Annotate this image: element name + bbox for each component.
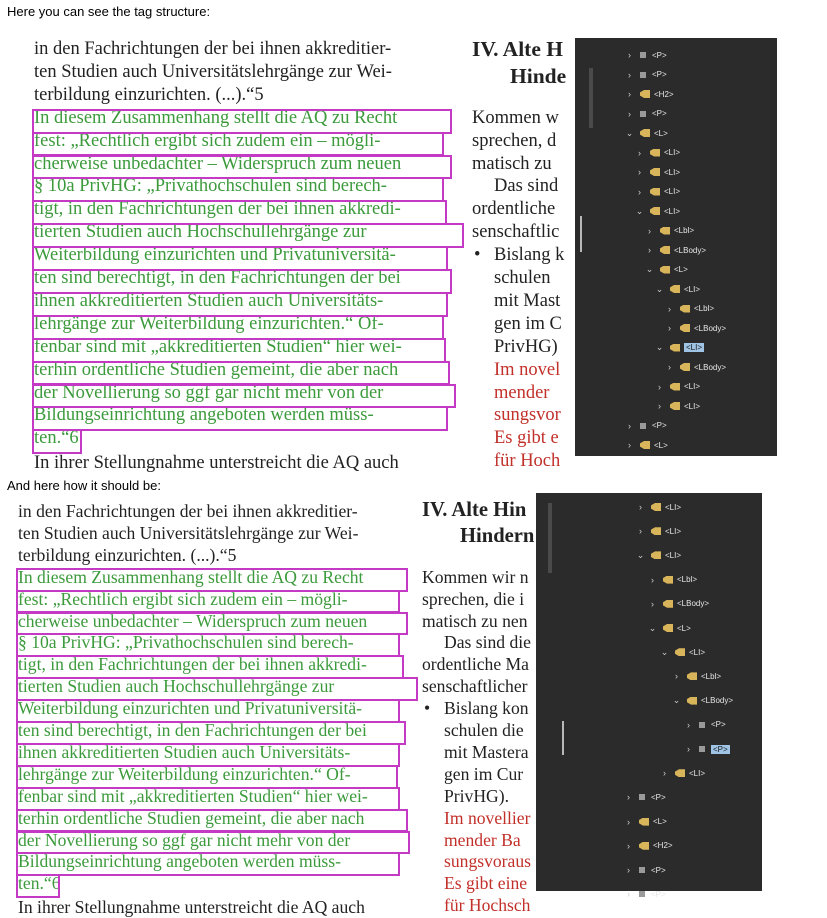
tag-label: <L> — [677, 623, 691, 633]
paragraph-tag-icon — [639, 891, 645, 897]
bullet-glyph: • — [474, 245, 481, 266]
tag-tree-row[interactable] — [655, 397, 700, 415]
tag-highlight-box — [16, 852, 400, 876]
tag-tree-row[interactable] — [624, 885, 666, 903]
chevron-right-icon[interactable]: › — [627, 840, 630, 851]
tag-tree-row[interactable] — [665, 300, 714, 318]
quote-line: § 10a PrivHG: „Privathochschulen sind berech- — [34, 176, 387, 197]
tag-icon — [670, 285, 680, 293]
tag-label: <Lbl> — [674, 226, 695, 235]
quote-line: cherweise unbedachter – Widerspruch zum neuen — [18, 610, 368, 631]
chevron-right-icon[interactable]: › — [638, 167, 641, 177]
chevron-right-icon[interactable]: › — [668, 323, 671, 333]
tag-tree-row[interactable] — [655, 378, 700, 396]
pdf-page-top — [27, 36, 575, 474]
tag-tree-row[interactable] — [624, 837, 673, 855]
right-col-line: matisch zu nen — [422, 610, 528, 631]
next-line: In ihrer Stellungnahme unterstreicht die AQ auch — [18, 897, 365, 918]
tag-label: <LI> — [664, 148, 681, 157]
chevron-right-icon[interactable]: › — [639, 502, 642, 512]
tag-icon — [651, 503, 661, 511]
tag-label: <LI> — [664, 167, 681, 177]
section-heading-line2: Hindern — [460, 524, 535, 547]
tag-icon — [670, 344, 680, 352]
tag-label: <P> — [651, 889, 666, 899]
tag-icon — [687, 697, 697, 705]
bullet-line: Bislang k — [494, 245, 565, 266]
right-col-line: ordentliche Ma — [422, 654, 529, 675]
bullet-line: mit Mast — [494, 290, 561, 311]
right-col-line: Das sind — [494, 176, 559, 197]
tag-icon — [687, 672, 697, 680]
chevron-right-icon[interactable]: › — [627, 865, 630, 875]
bullet-line: gen im Cur — [444, 763, 524, 784]
tag-tree-row[interactable] — [665, 358, 726, 376]
right-col-line: Kommen w — [472, 107, 559, 128]
tag-tree-row[interactable] — [625, 417, 667, 435]
tag-label: <P> — [651, 865, 666, 875]
tag-tree-row[interactable] — [672, 667, 721, 685]
tag-icon — [650, 188, 660, 196]
tag-icon — [680, 305, 690, 313]
tag-label: <LI> — [684, 401, 701, 411]
tag-label: <L> — [654, 440, 668, 450]
tag-tree-row[interactable] — [645, 222, 694, 240]
tag-label: <P> — [652, 109, 667, 118]
paragraph-tag-icon — [640, 72, 646, 78]
quote-line: cherweise unbedachter – Widerspruch zum neuen — [34, 153, 402, 174]
tag-icon — [651, 551, 661, 559]
quote-line: Bildungseinrichtung angeboten werden müss- — [34, 405, 374, 426]
chevron-right-icon[interactable]: › — [668, 362, 671, 372]
tag-tree-top — [575, 38, 777, 456]
chevron-right-icon[interactable]: › — [628, 50, 631, 60]
tag-tree-row[interactable] — [655, 280, 700, 298]
chevron-right-icon[interactable]: › — [651, 598, 654, 609]
right-col-line: senschaftlic — [472, 222, 560, 243]
bullet-line: mit Mastera — [444, 741, 529, 762]
quote-line: tigt, in den Fachrichtungen der bei ihnen akkredi- — [18, 654, 367, 675]
tag-icon — [650, 207, 660, 215]
tag-label: <LI> — [684, 284, 701, 294]
bullet-line: gen im C — [494, 313, 562, 334]
quote-line: ten.“6 — [18, 873, 61, 894]
chevron-right-icon[interactable]: › — [638, 186, 641, 197]
chevron-down-icon[interactable]: ⌄ — [655, 342, 664, 352]
bullet-line: schulen die — [444, 720, 524, 740]
tag-icon — [640, 90, 650, 98]
caption-bottom: And here how it should be: — [7, 478, 161, 493]
tag-icon — [680, 324, 690, 332]
tag-label: <LI> — [665, 550, 682, 560]
quote-line: fest: „Rechtlich ergibt sich zudem ein – mögli- — [18, 588, 348, 609]
intro-line: ten Studien auch Universitätslehrgänge zur Wei- — [18, 522, 359, 543]
tag-tree-row[interactable] — [648, 595, 709, 613]
quote-line: ten sind berechtigt, in den Fachrichtungen der bei — [34, 268, 401, 288]
quote-line: lehrgänge zur Weiterbildung einzurichten.“ Of- — [34, 313, 384, 334]
quote-line: § 10a PrivHG: „Privathochschulen sind berech- — [18, 632, 354, 653]
intro-line: terbildung einzurichten. (...).“5 — [34, 84, 264, 105]
red-line: Im novellier — [444, 807, 531, 828]
chevron-right-icon[interactable]: › — [658, 381, 661, 392]
chevron-right-icon[interactable]: › — [687, 744, 690, 754]
tag-tree-row[interactable] — [665, 319, 726, 337]
tag-label: <LI> — [665, 502, 682, 512]
tag-tree-row[interactable] — [625, 46, 667, 64]
quote-line: terhin ordentliche Studien gemeint, die aber nach — [18, 807, 365, 828]
bullet-glyph: • — [424, 698, 431, 719]
tag-label: <P> — [711, 720, 726, 730]
quote-line: ten.“6 — [34, 428, 79, 449]
bullet-line: PrivHG). — [444, 785, 509, 806]
tag-tree-row[interactable] — [625, 105, 667, 123]
tag-icon — [660, 266, 670, 274]
red-line: mender Ba — [444, 829, 521, 850]
chevron-right-icon[interactable]: › — [648, 245, 651, 255]
red-line: mender — [494, 382, 550, 403]
paragraph-tag-icon — [640, 111, 646, 117]
tag-highlight-box — [16, 874, 60, 898]
selected-tag-label: <P> — [713, 744, 728, 754]
quote-line: ten sind berechtigt, in den Fachrichtungen der bei — [18, 720, 367, 740]
caption-top: Here you can see the tag structure: — [7, 4, 211, 19]
bottom-screenshot-panel — [10, 493, 762, 918]
tag-icon — [650, 168, 660, 176]
quote-line: Weiterbildung einzurichten und Privatuniversitä- — [34, 245, 396, 266]
intro-line: in den Fachrichtungen der bei ihnen akkreditier- — [18, 501, 358, 521]
tag-label: <P> — [651, 792, 666, 802]
bullet-line: PrivHG) — [494, 336, 558, 357]
chevron-right-icon[interactable]: › — [638, 147, 641, 158]
tag-tree-bottom — [536, 493, 762, 900]
tag-tree-row[interactable] — [636, 498, 681, 516]
tag-tree-row[interactable] — [635, 144, 680, 162]
tag-tree-row[interactable] — [624, 861, 666, 879]
tag-label: <Lbl> — [701, 671, 722, 681]
intro-line: terbildung einzurichten. (...).“5 — [18, 544, 237, 565]
tag-tree-row[interactable] — [625, 124, 668, 142]
red-line: sungsvor — [494, 405, 561, 426]
tag-icon — [640, 129, 650, 137]
tag-label: <L> — [674, 265, 688, 274]
pdf-page-bottom — [10, 493, 538, 918]
quote-line: terhin ordentliche Studien gemeint, die aber nach — [34, 359, 399, 380]
selected-tag-label: <LI> — [686, 343, 703, 352]
chevron-right-icon[interactable]: › — [628, 69, 631, 80]
tag-highlight-box — [32, 429, 82, 454]
right-col-line: Kommen wir n — [422, 566, 529, 587]
chevron-right-icon[interactable]: › — [627, 792, 630, 803]
tag-label: <LI> — [665, 526, 682, 536]
chevron-down-icon[interactable]: ⌄ — [672, 695, 681, 706]
section-heading: IV. Alte H — [472, 37, 563, 61]
tag-label: <LI> — [664, 206, 681, 216]
chevron-right-icon[interactable]: › — [627, 889, 630, 900]
tree-scrollbar[interactable] — [589, 68, 593, 128]
tag-tree-row[interactable] — [655, 339, 704, 357]
paragraph-tag-icon — [640, 423, 646, 429]
intro-line: ten Studien auch Universitätslehrgänge zur Wei- — [34, 61, 392, 82]
chevron-right-icon[interactable]: › — [648, 225, 651, 236]
tag-label: <Lbl> — [694, 304, 715, 313]
tag-label: <H2> — [653, 841, 673, 851]
chevron-right-icon[interactable]: › — [687, 719, 690, 730]
paragraph-tag-icon — [640, 52, 646, 58]
section-heading: IV. Alte Hin — [422, 499, 527, 521]
quote-line: fenbar sind mit „akkreditierten Studien“ hier wei- — [18, 785, 368, 806]
red-line: Es gibt e — [494, 428, 559, 449]
chevron-right-icon[interactable]: › — [639, 526, 642, 537]
bullet-line: Bislang kon — [444, 698, 529, 719]
chevron-right-icon[interactable]: › — [627, 816, 630, 827]
tag-tree-row[interactable] — [635, 202, 680, 220]
bullet-line: schulen — [494, 268, 551, 288]
tag-tree-row[interactable] — [635, 183, 680, 201]
tag-icon — [663, 624, 673, 632]
chevron-down-icon[interactable]: ⌄ — [655, 283, 664, 294]
chevron-down-icon[interactable]: ⌄ — [636, 549, 645, 560]
tag-highlight-box — [32, 406, 448, 431]
top-screenshot-panel — [27, 36, 777, 474]
tag-tree-row[interactable] — [660, 643, 705, 661]
right-col-line: sprechen, d — [472, 130, 557, 151]
quote-line: fenbar sind mit „akkreditierten Studien“ hier wei- — [34, 336, 402, 357]
tag-icon — [675, 648, 685, 656]
tag-tree-row[interactable] — [648, 571, 697, 589]
right-col-line: Das sind die — [444, 632, 531, 653]
chevron-down-icon[interactable]: ⌄ — [660, 646, 669, 657]
quote-line: der Novellierung so ggf gar nicht mehr von der — [18, 829, 351, 850]
quote-line: ihnen akkreditierten Studien auch Universitäts- — [34, 290, 384, 311]
next-line: In ihrer Stellungnahme unterstreicht die AQ auch — [34, 453, 399, 474]
tag-icon — [663, 576, 673, 584]
right-col-line: matisch zu — [472, 153, 552, 174]
chevron-right-icon[interactable]: › — [658, 401, 661, 411]
quote-line: tierten Studien auch Hochschullehrgänge zur — [18, 676, 335, 697]
chevron-right-icon[interactable]: › — [628, 420, 631, 431]
tag-tree-row[interactable] — [624, 813, 667, 831]
tag-tree-row[interactable] — [684, 740, 730, 758]
panel-resize-handle[interactable] — [580, 216, 582, 252]
paragraph-tag-icon — [699, 722, 705, 728]
chevron-down-icon[interactable]: ⌄ — [645, 264, 654, 274]
quote-line: Weiterbildung einzurichten und Privatuniversitä- — [18, 698, 363, 719]
tag-icon — [660, 246, 670, 254]
right-col-line: ordentliche — [472, 199, 556, 220]
tag-icon — [650, 149, 660, 157]
tag-tree-row[interactable] — [660, 764, 705, 782]
tag-label: <L> — [653, 817, 667, 827]
right-col-line: senschaftlicher — [422, 676, 528, 697]
tag-label: <H2> — [654, 89, 674, 99]
quote-line: In diesem Zusammenhang stellt die AQ zu Recht — [34, 107, 398, 128]
tag-tree-row[interactable] — [625, 436, 668, 454]
red-line: für Hochsch — [444, 895, 531, 916]
tag-tree-row[interactable] — [672, 692, 733, 710]
tag-icon — [651, 527, 661, 535]
quote-line: der Novellierung so ggf gar nicht mehr von der — [34, 382, 384, 403]
tag-label: <LI> — [664, 187, 681, 196]
tag-tree-row[interactable] — [636, 546, 681, 564]
tag-label: <LBody> — [677, 599, 710, 609]
section-heading-line2: Hinde — [510, 63, 567, 88]
tag-label: <L> — [654, 128, 668, 138]
tag-tree-row[interactable] — [625, 85, 674, 103]
tag-label: <LI> — [689, 768, 706, 778]
red-line: Es gibt eine — [444, 873, 528, 894]
tag-icon — [670, 402, 680, 410]
tag-tree-row[interactable] — [624, 788, 666, 806]
quote-line: tierten Studien auch Hochschullehrgänge zur — [34, 222, 367, 243]
tag-label: <LI> — [684, 382, 701, 391]
right-col-line: sprechen, die i — [422, 588, 525, 609]
tag-tree-row[interactable] — [648, 619, 691, 637]
chevron-right-icon[interactable]: › — [628, 108, 631, 119]
red-line: sungsvoraus — [444, 851, 531, 872]
tag-label: <LI> — [689, 647, 706, 657]
tag-tree-row[interactable] — [684, 716, 726, 734]
tag-icon — [663, 600, 673, 608]
tag-label: <LBody> — [694, 362, 727, 372]
panel-resize-handle[interactable] — [562, 721, 564, 755]
tag-icon — [675, 769, 685, 777]
chevron-right-icon[interactable]: › — [628, 440, 631, 450]
tag-tree-row[interactable] — [636, 522, 681, 540]
tag-icon — [680, 363, 690, 371]
red-line: für Hoch — [494, 451, 561, 472]
tag-tree-row[interactable] — [625, 66, 667, 84]
tag-icon — [640, 441, 650, 449]
tag-icon — [639, 818, 649, 826]
tag-icon — [660, 227, 670, 235]
paragraph-tag-icon — [639, 867, 645, 873]
chevron-right-icon[interactable]: › — [675, 671, 678, 682]
quote-line: fest: „Rechtlich ergibt sich zudem ein – mögli- — [34, 130, 381, 151]
chevron-right-icon[interactable]: › — [668, 303, 671, 314]
tag-label: <P> — [652, 70, 667, 79]
chevron-right-icon[interactable]: › — [663, 768, 666, 779]
tag-label: <P> — [652, 421, 667, 430]
quote-line: ihnen akkreditierten Studien auch Universitäts- — [18, 741, 351, 762]
tag-icon — [639, 842, 649, 850]
intro-line: in den Fachrichtungen der bei ihnen akkreditier- — [34, 39, 392, 59]
paragraph-tag-icon — [639, 794, 645, 800]
quote-line: tigt, in den Fachrichtungen der bei ihnen akkredi- — [34, 199, 401, 220]
chevron-right-icon[interactable]: › — [651, 574, 654, 585]
chevron-down-icon[interactable]: ⌄ — [648, 622, 657, 633]
quote-line: lehrgänge zur Weiterbildung einzurichten.“ Of- — [18, 763, 351, 784]
tag-label: <LBody> — [694, 323, 727, 333]
tag-label: <LBody> — [674, 245, 707, 255]
tag-icon — [670, 383, 680, 391]
chevron-right-icon[interactable]: › — [628, 89, 631, 99]
paragraph-tag-icon — [699, 746, 705, 752]
chevron-down-icon[interactable]: ⌄ — [625, 127, 634, 138]
quote-line: In diesem Zusammenhang stellt die AQ zu Recht — [18, 566, 364, 587]
quote-line: Bildungseinrichtung angeboten werden müss- — [18, 851, 341, 872]
tree-scrollbar[interactable] — [548, 503, 552, 573]
tag-label: <Lbl> — [677, 575, 698, 585]
tag-tree-row[interactable] — [645, 241, 706, 259]
red-line: Im novel — [494, 359, 561, 380]
tag-label: <LBody> — [701, 696, 734, 706]
tag-tree-row[interactable] — [635, 163, 680, 181]
tag-label: <P> — [652, 50, 667, 60]
tag-tree-row[interactable] — [645, 261, 688, 279]
chevron-down-icon[interactable]: ⌄ — [635, 205, 644, 216]
